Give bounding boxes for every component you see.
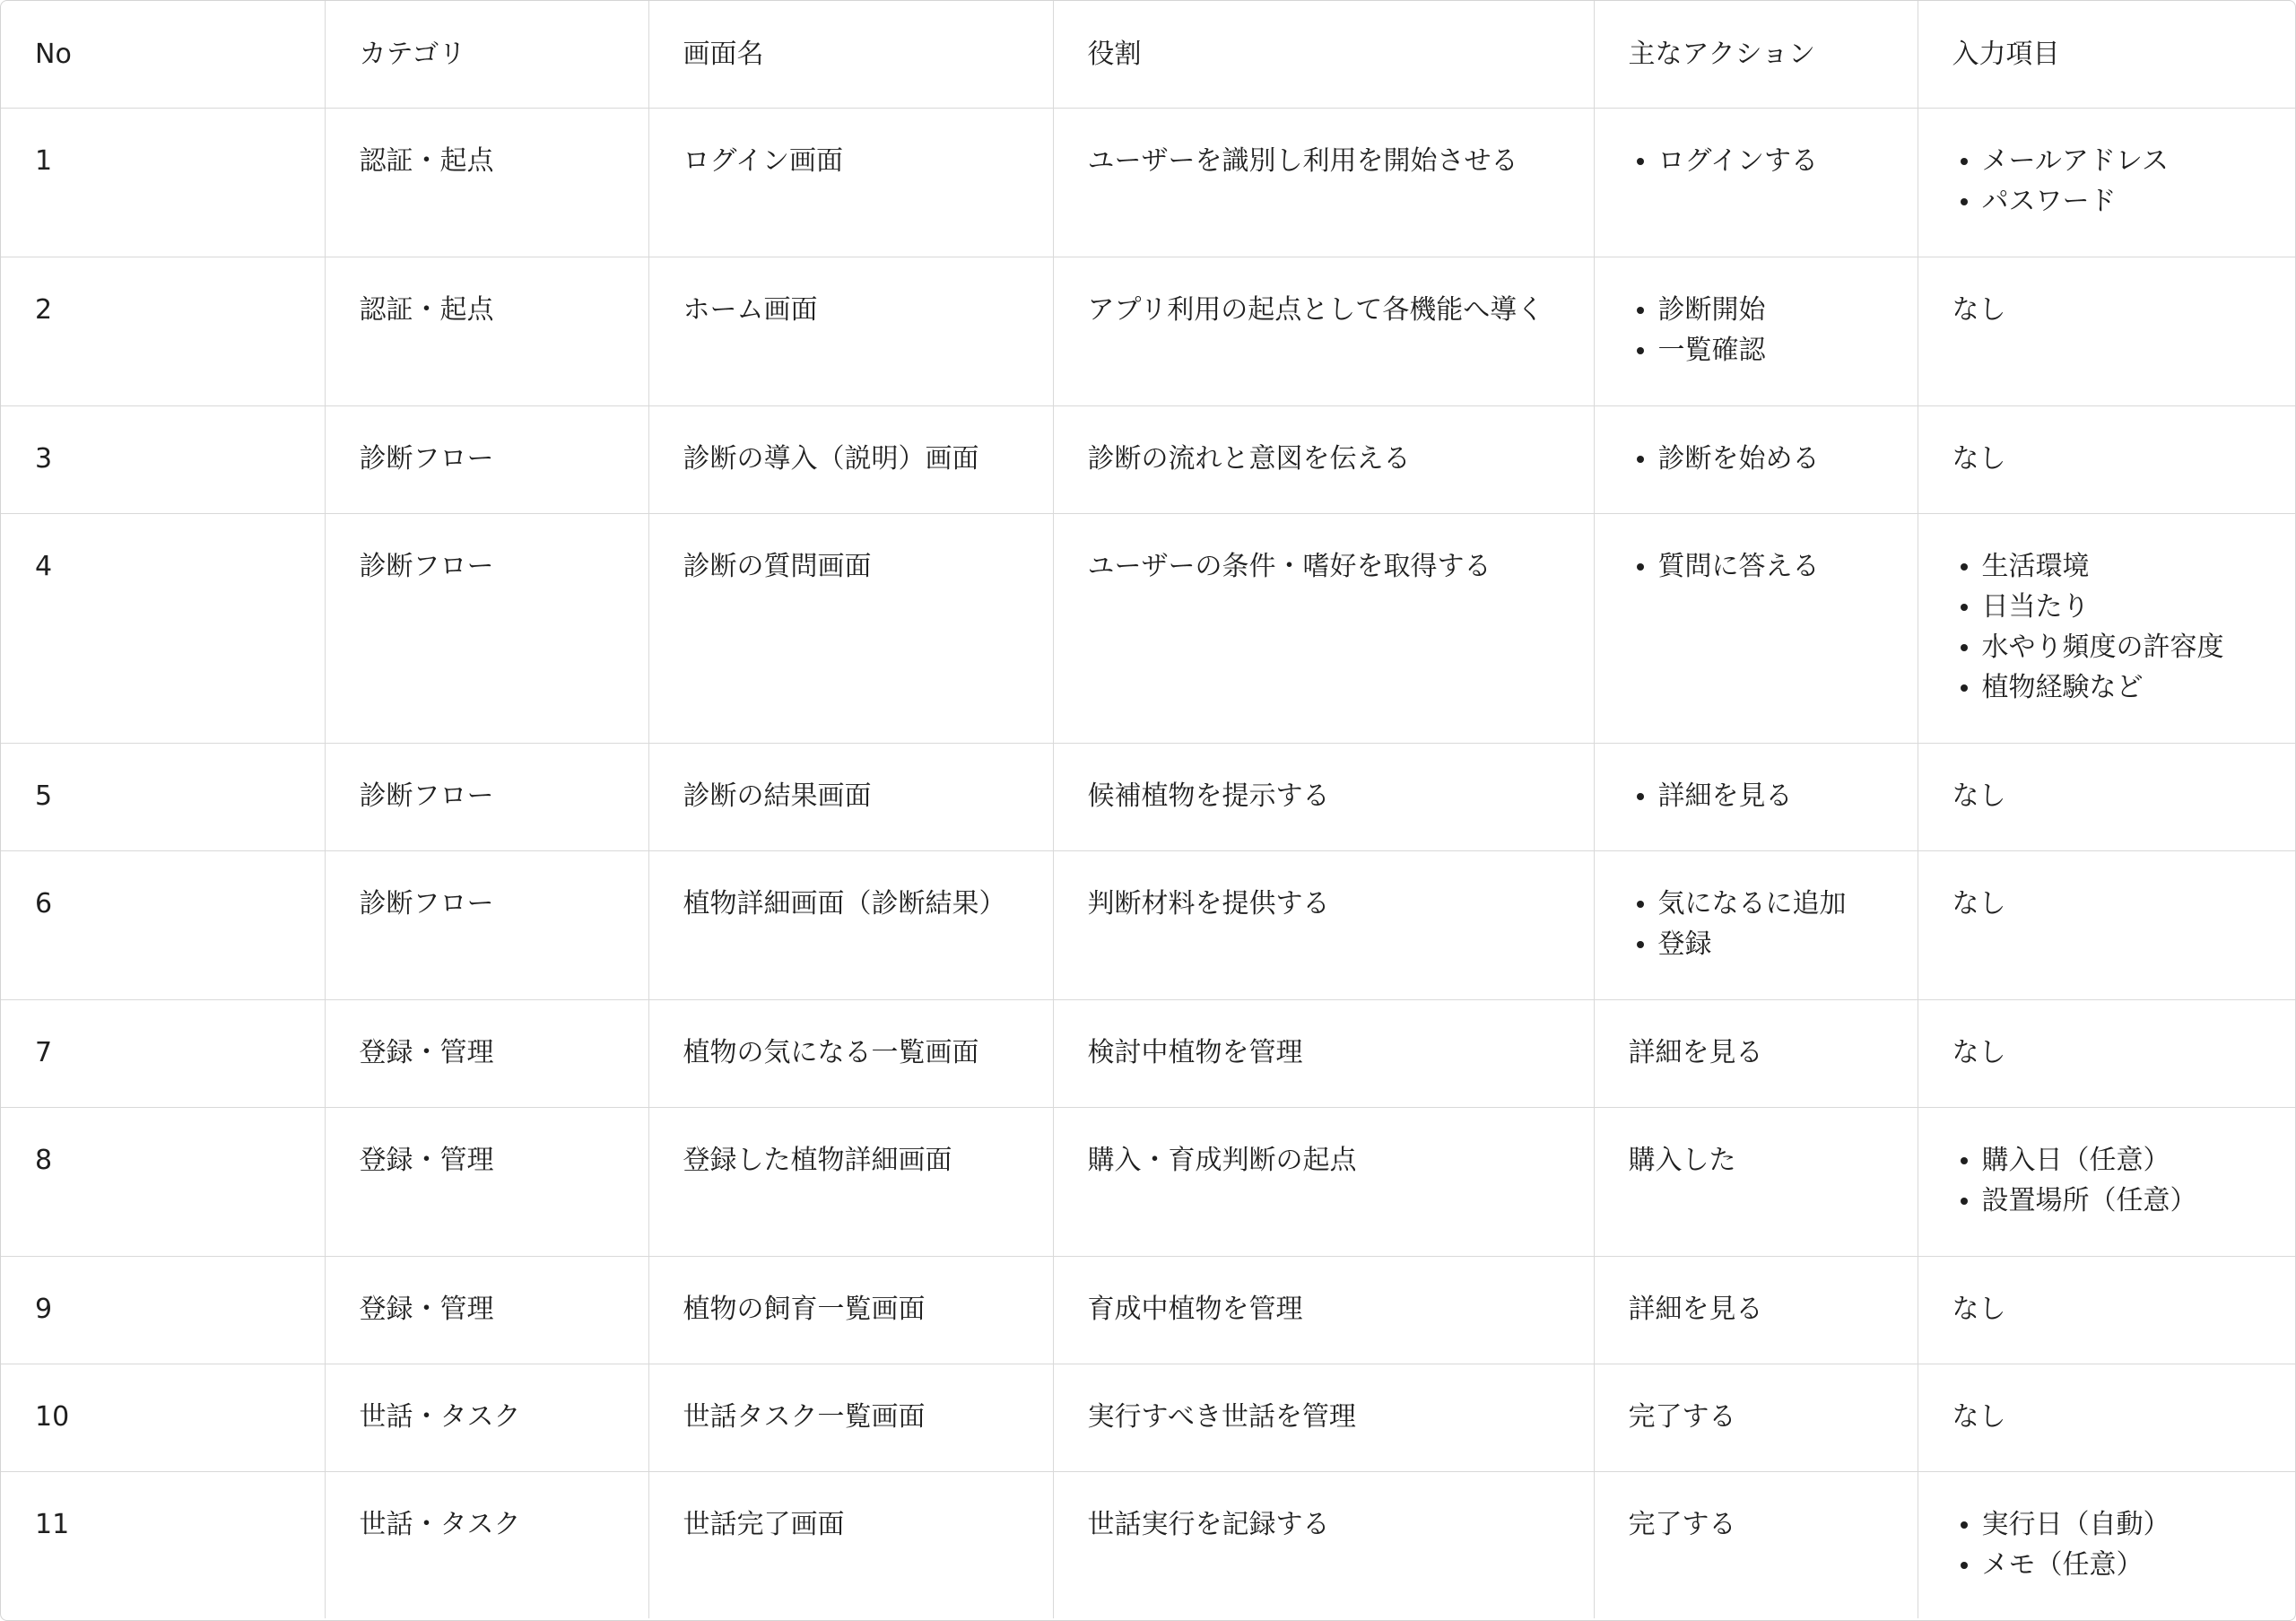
table-row <box>1 257 2295 405</box>
input-item: なし <box>1952 442 2006 475</box>
cell-main-actions <box>1594 1364 1918 1471</box>
cell-screen-name: 登録した植物詳細画面 <box>648 1107 1053 1256</box>
action-item: 質問に答える <box>1658 546 1883 587</box>
cell-screen-name: 世話完了画面 <box>648 1471 1053 1618</box>
cell-category: 登録・管理 <box>325 1107 648 1256</box>
input-item: 日当たり <box>1982 587 2262 627</box>
input-item: なし <box>1952 293 2006 326</box>
cell-screen-name: 診断の結果画面 <box>648 743 1053 850</box>
table-header <box>1 1 2295 108</box>
table-row <box>1 1364 2295 1471</box>
cell-no: 9 <box>1 1256 325 1364</box>
input-item: メモ（任意） <box>1982 1545 2262 1585</box>
input-item: なし <box>1952 1400 2006 1433</box>
cell-input-items <box>1918 257 2295 405</box>
table-row <box>1 1256 2295 1364</box>
action-list <box>1629 776 1883 816</box>
action-item: 気になるに追加 <box>1658 884 1883 924</box>
cell-main-actions <box>1594 405 1918 513</box>
action-item: 診断開始 <box>1658 290 1883 330</box>
cell-screen-name: 診断の質問画面 <box>648 513 1053 743</box>
cell-screen-name: 植物詳細画面（診断結果） <box>648 850 1053 999</box>
action-list <box>1629 290 1883 370</box>
header-input-items: 入力項目 <box>1918 1 2295 108</box>
cell-input-items <box>1918 108 2295 257</box>
cell-role: 実行すべき世話を管理 <box>1053 1364 1594 1471</box>
input-item: メールアドレス <box>1982 141 2262 181</box>
cell-input-items <box>1918 405 2295 513</box>
table-row <box>1 108 2295 257</box>
cell-category: 登録・管理 <box>325 999 648 1107</box>
cell-role: 検討中植物を管理 <box>1053 999 1594 1107</box>
cell-screen-name: 診断の導入（説明）画面 <box>648 405 1053 513</box>
action-item: ログインする <box>1658 141 1883 181</box>
cell-input-items <box>1918 850 2295 999</box>
cell-main-actions <box>1594 850 1918 999</box>
table-row <box>1 405 2295 513</box>
input-item: なし <box>1952 887 2006 919</box>
cell-input-items <box>1918 513 2295 743</box>
header-category: カテゴリ <box>325 1 648 108</box>
input-item: パスワード <box>1982 181 2262 222</box>
cell-input-items <box>1918 1364 2295 1471</box>
input-item: 実行日（自動） <box>1982 1504 2262 1545</box>
screen-list-table <box>1 1 2295 1618</box>
action-item: 購入した <box>1628 1144 1736 1176</box>
cell-main-actions <box>1594 743 1918 850</box>
cell-screen-name: ホーム画面 <box>648 257 1053 405</box>
cell-main-actions <box>1594 999 1918 1107</box>
cell-main-actions <box>1594 257 1918 405</box>
cell-screen-name: 植物の気になる一覧画面 <box>648 999 1053 1107</box>
cell-role: 診断の流れと意図を伝える <box>1053 405 1594 513</box>
action-item: 診断を始める <box>1658 439 1883 479</box>
cell-category: 診断フロー <box>325 850 648 999</box>
cell-no: 10 <box>1 1364 325 1471</box>
input-list <box>1952 1504 2262 1585</box>
cell-main-actions <box>1594 1471 1918 1618</box>
input-item: 生活環境 <box>1982 546 2262 587</box>
cell-category: 認証・起点 <box>325 108 648 257</box>
cell-category: 診断フロー <box>325 743 648 850</box>
cell-main-actions <box>1594 1107 1918 1256</box>
input-item: 植物経験など <box>1982 667 2262 708</box>
cell-role: 候補植物を提示する <box>1053 743 1594 850</box>
cell-main-actions <box>1594 1256 1918 1364</box>
input-item: 水やり頻度の許容度 <box>1982 627 2262 667</box>
action-item: 詳細を見る <box>1658 776 1883 816</box>
cell-input-items <box>1918 1256 2295 1364</box>
input-item: 設置場所（任意） <box>1982 1181 2262 1221</box>
header-screen-name: 画面名 <box>648 1 1053 108</box>
table-row <box>1 513 2295 743</box>
input-list <box>1952 546 2262 708</box>
input-list <box>1952 141 2262 222</box>
cell-input-items <box>1918 999 2295 1107</box>
cell-input-items <box>1918 1107 2295 1256</box>
action-list <box>1629 546 1883 587</box>
input-item: なし <box>1952 1036 2006 1068</box>
action-item: 詳細を見る <box>1628 1293 1763 1325</box>
action-item: 一覧確認 <box>1658 330 1883 370</box>
input-item: 購入日（任意） <box>1982 1140 2262 1181</box>
cell-category: 診断フロー <box>325 405 648 513</box>
table-row <box>1 743 2295 850</box>
action-list <box>1629 141 1883 181</box>
action-item: 登録 <box>1658 924 1883 964</box>
cell-role: ユーザーの条件・嗜好を取得する <box>1053 513 1594 743</box>
header-no: No <box>1 1 325 108</box>
cell-screen-name: 世話タスク一覧画面 <box>648 1364 1053 1471</box>
cell-main-actions <box>1594 513 1918 743</box>
table-row <box>1 999 2295 1107</box>
cell-main-actions <box>1594 108 1918 257</box>
table-row <box>1 850 2295 999</box>
input-list <box>1952 1140 2262 1221</box>
cell-role: ユーザーを識別し利用を開始させる <box>1053 108 1594 257</box>
cell-no: 5 <box>1 743 325 850</box>
cell-screen-name: 植物の飼育一覧画面 <box>648 1256 1053 1364</box>
cell-role: 育成中植物を管理 <box>1053 1256 1594 1364</box>
header-role: 役割 <box>1053 1 1594 108</box>
cell-role: アプリ利用の起点として各機能へ導く <box>1053 257 1594 405</box>
cell-category: 診断フロー <box>325 513 648 743</box>
cell-screen-name: ログイン画面 <box>648 108 1053 257</box>
cell-input-items <box>1918 1471 2295 1618</box>
cell-category: 世話・タスク <box>325 1471 648 1618</box>
cell-category: 登録・管理 <box>325 1256 648 1364</box>
cell-no: 7 <box>1 999 325 1107</box>
table-row <box>1 1107 2295 1256</box>
cell-category: 世話・タスク <box>325 1364 648 1471</box>
cell-no: 1 <box>1 108 325 257</box>
cell-no: 2 <box>1 257 325 405</box>
cell-role: 購入・育成判断の起点 <box>1053 1107 1594 1256</box>
input-item: なし <box>1952 780 2006 812</box>
header-main-actions: 主なアクション <box>1594 1 1918 108</box>
cell-no: 6 <box>1 850 325 999</box>
cell-input-items <box>1918 743 2295 850</box>
action-item: 完了する <box>1628 1508 1736 1540</box>
input-item: なし <box>1952 1293 2006 1325</box>
header-row <box>1 1 2295 108</box>
cell-no: 4 <box>1 513 325 743</box>
cell-no: 8 <box>1 1107 325 1256</box>
action-list <box>1629 884 1883 964</box>
cell-role: 判断材料を提供する <box>1053 850 1594 999</box>
cell-role: 世話実行を記録する <box>1053 1471 1594 1618</box>
action-item: 詳細を見る <box>1628 1036 1763 1068</box>
table-row <box>1 1471 2295 1618</box>
cell-category: 認証・起点 <box>325 257 648 405</box>
cell-no: 3 <box>1 405 325 513</box>
cell-no: 11 <box>1 1471 325 1618</box>
action-item: 完了する <box>1628 1400 1736 1433</box>
action-list <box>1629 439 1883 479</box>
table-body <box>1 108 2295 1618</box>
